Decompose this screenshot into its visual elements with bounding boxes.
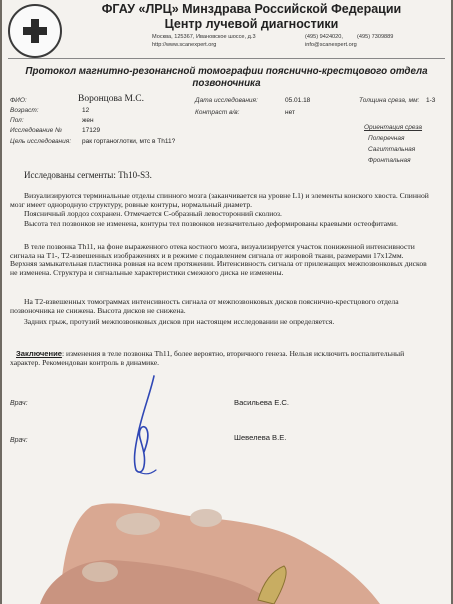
contrast-value: нет <box>285 109 295 116</box>
segments-line: Исследованы сегменты: Th10-S3. <box>24 170 152 180</box>
website-link: http://www.scanexpert.org <box>152 42 217 48</box>
orientation-frontal: Фронтальная <box>368 157 411 164</box>
slice-value: 1-3 <box>426 97 436 104</box>
date-label: Дата исследования: <box>195 97 258 104</box>
phone-1: (495) 9424020, <box>305 34 343 40</box>
fio-label: ФИО: <box>10 97 27 104</box>
finding-paragraph: Задних грыж, протузий межпозвонковых дисков при настоящем исследовании не определяется. <box>24 317 335 326</box>
report-sheet <box>2 0 451 604</box>
slice-label: Толщина среза, мм: <box>359 97 420 104</box>
finding-paragraph: Поясничный лордоз сохранен. Отмечается С-образный левосторонний сколиоз. <box>24 209 282 218</box>
doctor-name: Васильева Е.С. <box>234 398 289 407</box>
orientation-axial: Поперечная <box>368 135 405 142</box>
conclusion <box>10 350 430 367</box>
contrast-label: Контраст в/в: <box>195 109 240 116</box>
phone-2: (495) 7309889 <box>357 34 394 40</box>
orientation-sagittal: Сагиттальная <box>368 146 416 153</box>
study-number-value: 17129 <box>82 127 101 134</box>
orientation-title: Ориентация среза <box>364 124 423 131</box>
fio-value: Воронцова М.С. <box>78 94 144 104</box>
goal-label: Цель исследования: <box>10 138 72 145</box>
date-value: 05.01.18 <box>285 97 311 104</box>
address: Москва, 125367, Ивановское шоссе, д.3 <box>152 34 256 40</box>
protocol-title: Протокол магнитно-резонансной томографии пояснично-крестцового отдела позвоночника <box>25 66 428 89</box>
finding-paragraph: Высота тел позвонков не изменена, контуры тел позвонков незначительно деформированы краевыми остеофитами. <box>24 219 398 228</box>
age-label: Возраст: <box>10 107 39 114</box>
study-number-label: Исследование № <box>10 127 63 134</box>
conclusion-text: : изменения в теле позвонка Th11, более вероятно, вторичного генеза. Нельзя исключить воспалительный характер. Рекомендован контроль в динамике. <box>10 349 405 367</box>
finding-paragraph: На Т2-взвешенных томограммах интенсивность сигнала от межпозвонковых дисков пояснично-крестцового отдела позвоночника не снижена. Высота дисков не снижена. <box>10 297 399 315</box>
doctor-name: Шевелева В.Е. <box>234 433 287 442</box>
medical-cross-icon <box>23 19 47 43</box>
doctor-label: Врач: <box>10 437 28 444</box>
doctor-label: Врач: <box>10 400 28 407</box>
sex-value: жен <box>82 117 94 124</box>
conclusion-label: Заключение <box>16 349 63 358</box>
sex-label: Пол: <box>10 117 24 124</box>
clinic-logo <box>8 4 62 58</box>
finding-paragraph: Визуализируются терминальные отделы спинного мозга (заканчивается на уровне L1) и элементы конского хвоста. Спинной мозг имеет однородную структуру, ровные контуры, нормальный диаметр. <box>10 191 429 209</box>
dept-name: Центр лучевой диагностики <box>164 17 339 31</box>
goal-value: рак гортаноглотки, мтс в Th11? <box>82 138 176 145</box>
finding-paragraph: В теле позвонка Th11, на фоне выраженного отека костного мозга, визуализируется участок пониженной интенсивности сигнала на Т1-, Т2-взвешенных изображениях и в режиме с подавлением сигнала от жировой ткани, размерами 17х12мм. Верхняя замыкательная пластинка ровная на всем протяжении. Интенсивность сигнала от прилежащих межпозвонковых дисков не изменена. Структура и сигнальные характеристики смежного диска не изменены. <box>10 242 427 277</box>
age-value: 12 <box>82 107 90 114</box>
org-name: ФГАУ «ЛРЦ» Минздрава Российской Федерации <box>101 2 402 16</box>
email-link: info@scanexpert.org <box>305 42 357 48</box>
handwritten-signature <box>120 374 170 478</box>
header-divider <box>8 58 445 59</box>
